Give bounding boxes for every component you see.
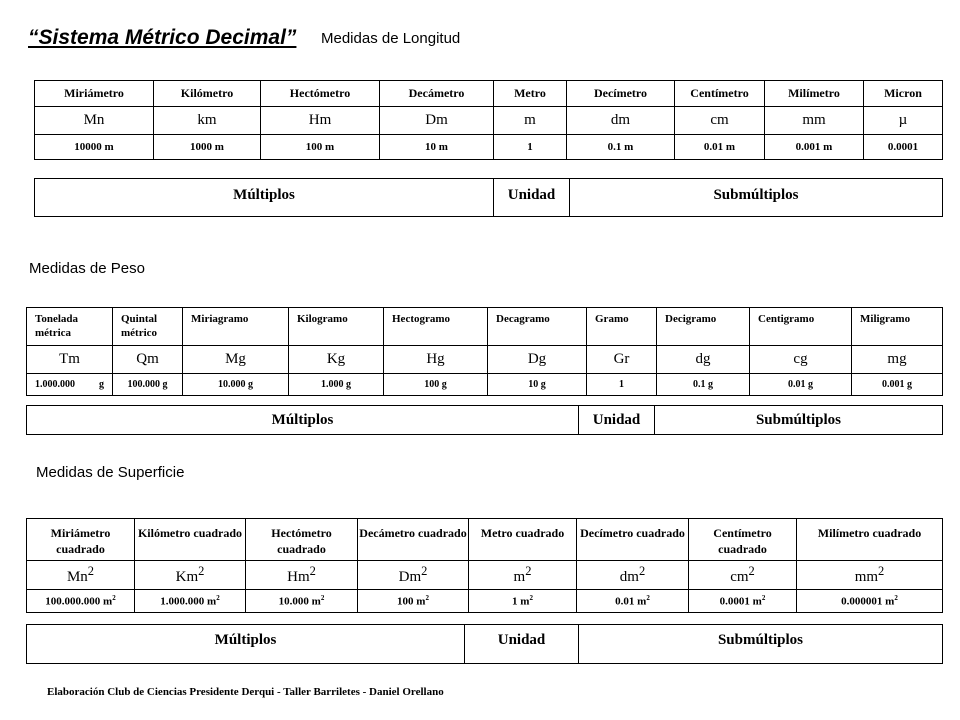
weight-value-quintal: 100.000 g — [113, 374, 183, 396]
footer-credit: Elaboración Club de Ciencias Presidente Derqui - Taller Barriletes - Daniel Orellano — [47, 686, 444, 698]
area-value-milimetro — [797, 590, 943, 613]
area-name-hectometro: Hectómetro cuadrado — [246, 519, 358, 561]
area-abbr-hectometro-exp: 2 — [309, 564, 316, 578]
weight-category-unidad: Unidad — [579, 406, 655, 435]
area-abbr-decametro-exp: 2 — [421, 564, 428, 578]
area-units-table — [26, 518, 943, 613]
area-value-hectometro-base: 10.000 m — [278, 595, 321, 608]
weight-abbr-gramo: Gr — [587, 346, 657, 374]
area-value-miriametro-exp: 2 — [112, 594, 116, 603]
area-abbr-milimetro-exp: 2 — [878, 564, 885, 578]
area-abbr-hectometro-base: Hm — [287, 569, 310, 585]
length-name-micron: Micron — [864, 81, 943, 107]
length-units-table — [34, 80, 943, 160]
area-abbr-miriametro-exp: 2 — [87, 564, 95, 578]
length-name-metro: Metro — [494, 81, 567, 107]
area-value-hectometro — [246, 590, 358, 613]
area-abbr-miriametro — [27, 561, 135, 590]
weight-value-tonelada — [27, 374, 113, 396]
length-abbr-metro: m — [494, 107, 567, 135]
length-abbr-hectometro: Hm — [261, 107, 380, 135]
weight-abbr-hectogramo: Hg — [384, 346, 488, 374]
length-value-hectometro: 100 m — [261, 135, 380, 160]
area-value-decametro-exp: 2 — [425, 594, 429, 603]
length-value-miriametro: 10000 m — [35, 135, 154, 160]
length-value-decimetro: 0.1 m — [567, 135, 675, 160]
weight-name-decigramo: Decigramo — [657, 308, 750, 346]
area-section-title: Medidas de Superficie — [36, 464, 185, 481]
weight-value-decagramo: 10 g — [488, 374, 587, 396]
weight-value-tonelada-number: 1.000.000 — [35, 379, 75, 390]
area-value-hectometro-exp: 2 — [320, 594, 325, 603]
weight-value-miligramo: 0.001 g — [852, 374, 943, 396]
area-abbr-metro-base: m — [513, 569, 526, 585]
length-value-centimetro: 0.01 m — [675, 135, 765, 160]
weight-name-decagramo: Decagramo — [488, 308, 587, 346]
area-value-miriametro — [27, 590, 135, 613]
weight-name-kilogramo: Kilogramo — [289, 308, 384, 346]
weight-abbr-centigramo: cg — [750, 346, 852, 374]
length-name-centimetro: Centímetro — [675, 81, 765, 107]
area-value-decametro-base: 100 m — [397, 595, 426, 608]
weight-value-decigramo: 0.1 g — [657, 374, 750, 396]
length-name-milimetro: Milímetro — [765, 81, 864, 107]
weight-value-miriagramo: 10.000 g — [183, 374, 289, 396]
area-category-table — [26, 624, 943, 664]
weight-name-tonelada: Tonelada métrica — [27, 308, 113, 346]
length-name-decimetro: Decímetro — [567, 81, 675, 107]
length-abbr-decimetro: dm — [567, 107, 675, 135]
weight-name-miriagramo: Miriagramo — [183, 308, 289, 346]
area-abbr-hectometro — [246, 561, 358, 590]
weight-abbr-tonelada: Tm — [27, 346, 113, 374]
area-category-unidad: Unidad — [465, 625, 579, 664]
area-abbr-metro-exp: 2 — [525, 564, 532, 578]
length-value-micron: 0.0001 — [864, 135, 943, 160]
area-value-decametro — [358, 590, 469, 613]
length-abbr-milimetro: mm — [765, 107, 864, 135]
length-value-kilometro: 1000 m — [154, 135, 261, 160]
length-abbr-decametro: Dm — [380, 107, 494, 135]
weight-value-centigramo: 0.01 g — [750, 374, 852, 396]
area-abbr-centimetro — [689, 561, 797, 590]
area-name-centimetro: Centímetro cuadrado — [689, 519, 797, 561]
area-name-decametro: Decámetro cuadrado — [358, 519, 469, 561]
area-abbr-decametro — [358, 561, 469, 590]
length-category-submultiplos: Submúltiplos — [570, 179, 943, 217]
area-abbr-milimetro — [797, 561, 943, 590]
area-value-kilometro — [135, 590, 246, 613]
length-abbr-miriametro: Mn — [35, 107, 154, 135]
area-value-milimetro-exp: 2 — [894, 594, 898, 603]
weight-abbr-quintal: Qm — [113, 346, 183, 374]
weight-category-submultiplos: Submúltiplos — [655, 406, 943, 435]
area-value-decimetro-base: 0.01 m — [615, 595, 647, 608]
length-section-title: Medidas de Longitud — [321, 30, 461, 47]
area-value-milimetro-base: 0.000001 m — [841, 595, 895, 608]
length-name-miriametro: Miriámetro — [35, 81, 154, 107]
area-value-kilometro-exp: 2 — [216, 594, 220, 603]
area-category-multiplos: Múltiplos — [27, 625, 465, 664]
area-abbr-kilometro-base: Km — [175, 569, 199, 585]
length-category-multiplos: Múltiplos — [35, 179, 494, 217]
area-abbr-decametro-base: Dm — [398, 569, 422, 585]
area-value-metro-base: 1 m — [512, 595, 530, 608]
weight-abbr-kilogramo: Kg — [289, 346, 384, 374]
length-value-metro: 1 — [494, 135, 567, 160]
area-category-submultiplos: Submúltiplos — [579, 625, 943, 664]
area-abbr-metro — [469, 561, 577, 590]
weight-name-gramo: Gramo — [587, 308, 657, 346]
area-name-kilometro: Kilómetro cuadrado — [135, 519, 246, 561]
area-value-metro-exp: 2 — [529, 594, 533, 603]
page-title: “Sistema Métrico Decimal” — [28, 26, 297, 49]
area-abbr-decimetro-exp: 2 — [638, 564, 646, 578]
area-value-metro — [469, 590, 577, 613]
area-abbr-milimetro-base: mm — [854, 569, 879, 585]
weight-abbr-miriagramo: Mg — [183, 346, 289, 374]
area-value-miriametro-base: 100.000.000 m — [45, 595, 113, 608]
area-abbr-centimetro-base: cm — [730, 569, 749, 585]
area-abbr-decimetro — [577, 561, 689, 590]
weight-value-gramo: 1 — [587, 374, 657, 396]
area-abbr-kilometro-exp: 2 — [198, 564, 205, 578]
weight-name-centigramo: Centigramo — [750, 308, 852, 346]
area-abbr-kilometro — [135, 561, 246, 590]
weight-name-miligramo: Miligramo — [852, 308, 943, 346]
weight-value-hectogramo: 100 g — [384, 374, 488, 396]
area-value-centimetro — [689, 590, 797, 613]
area-value-decimetro-exp: 2 — [646, 594, 650, 603]
weight-name-quintal: Quintal métrico — [113, 308, 183, 346]
weight-category-table — [26, 405, 943, 435]
weight-abbr-decigramo: dg — [657, 346, 750, 374]
weight-value-tonelada-unit: g — [99, 379, 104, 390]
weight-category-multiplos: Múltiplos — [27, 406, 579, 435]
area-value-centimetro-base: 0.0001 m — [719, 595, 762, 608]
length-category-unidad: Unidad — [494, 179, 570, 217]
weight-value-kilogramo: 1.000 g — [289, 374, 384, 396]
area-abbr-centimetro-exp: 2 — [748, 564, 755, 578]
area-abbr-miriametro-base: Mn — [66, 569, 88, 585]
weight-name-hectogramo: Hectogramo — [384, 308, 488, 346]
length-abbr-centimetro: cm — [675, 107, 765, 135]
weight-abbr-miligramo: mg — [852, 346, 943, 374]
area-abbr-decimetro-base: dm — [619, 569, 639, 585]
area-name-miriametro: Miriámetro cuadrado — [27, 519, 135, 561]
area-value-decimetro — [577, 590, 689, 613]
length-abbr-micron: µ — [864, 107, 943, 135]
length-name-hectometro: Hectómetro — [261, 81, 380, 107]
area-value-kilometro-base: 1.000.000 m — [160, 595, 217, 608]
weight-units-table — [26, 307, 943, 396]
area-name-metro: Metro cuadrado — [469, 519, 577, 561]
length-name-decametro: Decámetro — [380, 81, 494, 107]
weight-section-title: Medidas de Peso — [29, 260, 145, 277]
length-abbr-kilometro: km — [154, 107, 261, 135]
area-value-centimetro-exp: 2 — [761, 594, 766, 603]
weight-abbr-decagramo: Dg — [488, 346, 587, 374]
length-value-decametro: 10 m — [380, 135, 494, 160]
area-name-decimetro: Decímetro cuadrado — [577, 519, 689, 561]
length-name-kilometro: Kilómetro — [154, 81, 261, 107]
length-value-milimetro: 0.001 m — [765, 135, 864, 160]
area-name-milimetro: Milímetro cuadrado — [797, 519, 943, 561]
length-category-table — [34, 178, 943, 217]
